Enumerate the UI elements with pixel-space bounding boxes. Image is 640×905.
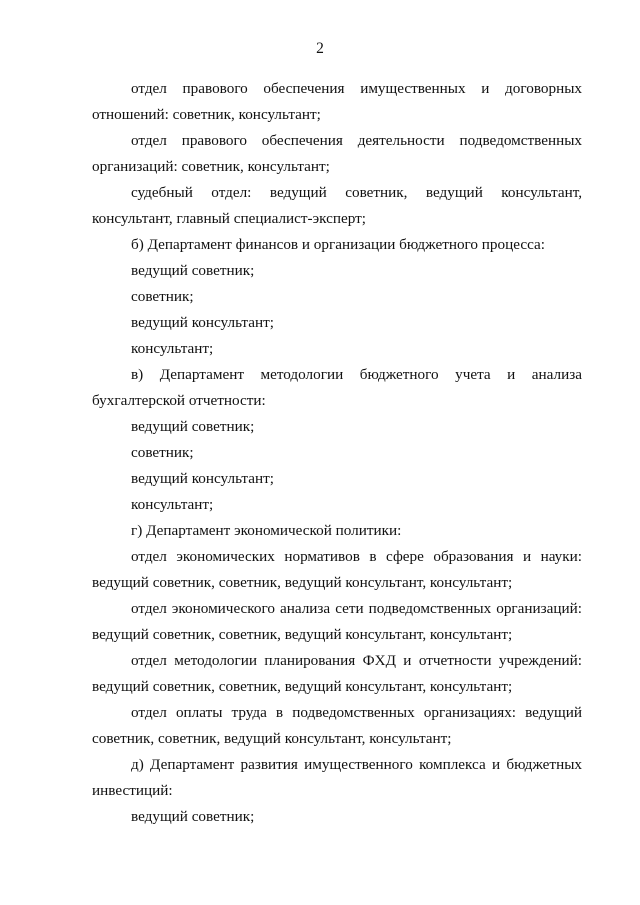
document-body xyxy=(92,76,582,830)
paragraph xyxy=(92,284,582,310)
paragraph xyxy=(92,336,582,362)
paragraph-first-line: отдел правового обеспечения имущественных и договорных xyxy=(131,80,582,97)
paragraph-continuation: организаций: советник, консультант; xyxy=(92,158,330,175)
paragraph-first-line: судебный отдел: ведущий советник, ведущий консультант, xyxy=(131,184,582,201)
paragraph xyxy=(92,258,582,284)
paragraph xyxy=(92,310,582,336)
paragraph xyxy=(92,76,582,128)
paragraph xyxy=(92,596,582,648)
paragraph xyxy=(92,180,582,232)
paragraph-first-line: ведущий советник; xyxy=(131,808,255,825)
paragraph-first-line: отдел оплаты труда в подведомственных организациях: ведущий xyxy=(131,704,582,721)
paragraph-first-line: б) Департамент финансов и организации бюджетного процесса: xyxy=(131,236,545,253)
paragraph-first-line: советник; xyxy=(131,444,194,461)
page-number: 2 xyxy=(316,40,324,57)
paragraph xyxy=(92,518,582,544)
paragraph-continuation: инвестиций: xyxy=(92,782,173,799)
paragraph-continuation: советник, советник, ведущий консультант, консультант; xyxy=(92,730,452,747)
paragraph xyxy=(92,414,582,440)
paragraph xyxy=(92,466,582,492)
paragraph-first-line: консультант; xyxy=(131,340,214,357)
paragraph xyxy=(92,362,582,414)
paragraph xyxy=(92,440,582,466)
paragraph-first-line: в) Департамент методологии бюджетного учета и анализа xyxy=(131,366,582,383)
paragraph-first-line: отдел экономических нормативов в сфере образования и науки: xyxy=(131,548,582,565)
paragraph-continuation: отношений: советник, консультант; xyxy=(92,106,321,123)
paragraph-first-line: д) Департамент развития имущественного комплекса и бюджетных xyxy=(131,756,582,773)
paragraph-continuation: консультант, главный специалист-эксперт; xyxy=(92,210,366,227)
paragraph-continuation: бухгалтерской отчетности: xyxy=(92,392,266,409)
paragraph-continuation: ведущий советник, советник, ведущий консультант, консультант; xyxy=(92,626,513,643)
paragraph-first-line: ведущий консультант; xyxy=(131,314,274,331)
paragraph xyxy=(92,804,582,830)
paragraph-continuation: ведущий советник, советник, ведущий консультант, консультант; xyxy=(92,678,513,695)
paragraph-first-line: отдел методологии планирования ФХД и отчетности учреждений: xyxy=(131,652,582,669)
paragraph xyxy=(92,544,582,596)
paragraph xyxy=(92,648,582,700)
paragraph-first-line: ведущий консультант; xyxy=(131,470,274,487)
paragraph-first-line: г) Департамент экономической политики: xyxy=(131,522,402,539)
paragraph-first-line: ведущий советник; xyxy=(131,418,255,435)
paragraph-first-line: отдел экономического анализа сети подведомственных организаций: xyxy=(131,600,582,617)
paragraph xyxy=(92,492,582,518)
paragraph-first-line: советник; xyxy=(131,288,194,305)
paragraph xyxy=(92,232,582,258)
paragraph-first-line: отдел правового обеспечения деятельности подведомственных xyxy=(131,132,582,149)
paragraph-continuation: ведущий советник, советник, ведущий консультант, консультант; xyxy=(92,574,513,591)
paragraph xyxy=(92,700,582,752)
paragraph-first-line: ведущий советник; xyxy=(131,262,255,279)
paragraph xyxy=(92,128,582,180)
paragraph xyxy=(92,752,582,804)
paragraph-first-line: консультант; xyxy=(131,496,214,513)
